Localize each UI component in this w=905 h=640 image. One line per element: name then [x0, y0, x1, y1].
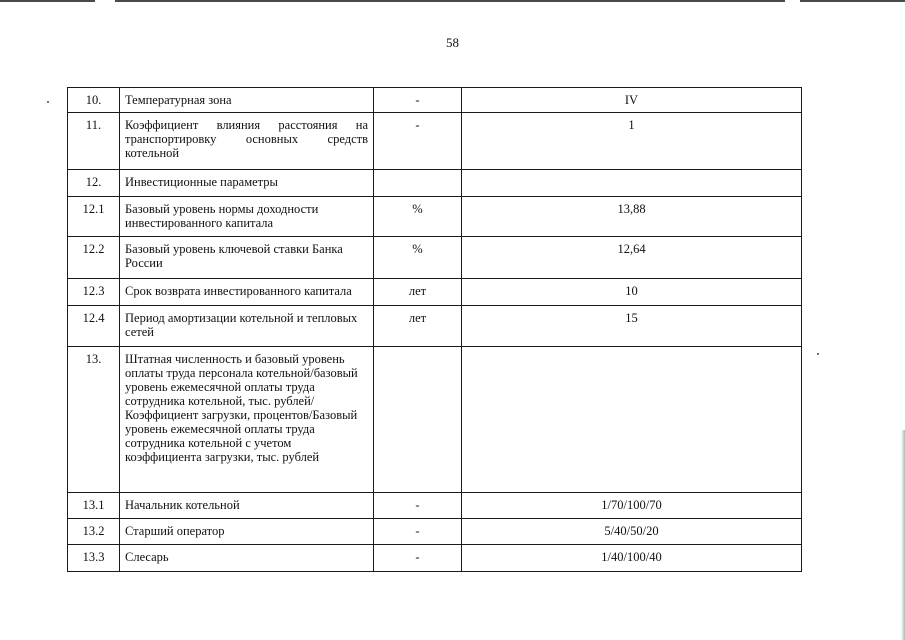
table-row: [68, 197, 802, 237]
table-row: [68, 347, 802, 493]
scan-speck: [817, 353, 819, 355]
row-unit: -: [374, 113, 462, 170]
table-row: [68, 237, 802, 279]
row-parameter-name: Базовый уровень нормы доходности инвестированного капитала: [120, 197, 374, 237]
row-number: 12.4: [68, 306, 120, 347]
row-unit: лет: [374, 306, 462, 347]
row-unit: %: [374, 197, 462, 237]
table-row: [68, 306, 802, 347]
row-number: 13.2: [68, 519, 120, 545]
row-number: 12.3: [68, 279, 120, 306]
scan-shadow-edge: [901, 430, 905, 640]
row-unit: лет: [374, 279, 462, 306]
table-row: [68, 88, 802, 113]
table-row: [68, 279, 802, 306]
row-unit: -: [374, 493, 462, 519]
row-number: 12.: [68, 170, 120, 197]
page-number: 58: [446, 35, 459, 50]
row-number: 12.1: [68, 197, 120, 237]
row-unit: [374, 347, 462, 493]
table-row: [68, 113, 802, 170]
parameters-table: [67, 87, 802, 572]
row-unit: -: [374, 88, 462, 113]
scan-top-rule-left: [0, 0, 95, 2]
row-number: 13.3: [68, 545, 120, 572]
row-parameter-name: Инвестиционные параметры: [120, 170, 374, 197]
row-parameter-name: Коэффициент влияния расстояния на транспортировку основных средств котельной: [120, 113, 374, 170]
row-value: 15: [462, 306, 802, 347]
row-value: IV: [462, 88, 802, 113]
row-number: 13.: [68, 347, 120, 493]
row-parameter-name: Температурная зона: [120, 88, 374, 113]
row-value: 1/40/100/40: [462, 545, 802, 572]
row-value: 10: [462, 279, 802, 306]
row-parameter-name: Слесарь: [120, 545, 374, 572]
scan-speck: [47, 101, 49, 103]
row-value: [462, 347, 802, 493]
row-parameter-name: Начальник котельной: [120, 493, 374, 519]
row-value: 5/40/50/20: [462, 519, 802, 545]
row-number: 12.2: [68, 237, 120, 279]
row-number: 11.: [68, 113, 120, 170]
row-unit: -: [374, 519, 462, 545]
table-row: [68, 519, 802, 545]
row-parameter-name: Базовый уровень ключевой ставки Банка России: [120, 237, 374, 279]
row-value: 1/70/100/70: [462, 493, 802, 519]
row-number: 10.: [68, 88, 120, 113]
row-value: 1: [462, 113, 802, 170]
row-number: 13.1: [68, 493, 120, 519]
table-row: [68, 545, 802, 572]
row-parameter-name: Старший оператор: [120, 519, 374, 545]
row-parameter-name: Срок возврата инвестированного капитала: [120, 279, 374, 306]
row-unit: %: [374, 237, 462, 279]
row-unit: -: [374, 545, 462, 572]
row-value: [462, 170, 802, 197]
table-row: [68, 170, 802, 197]
row-value: 13,88: [462, 197, 802, 237]
row-value: 12,64: [462, 237, 802, 279]
scan-top-rule: [115, 0, 785, 2]
scan-top-rule-right: [800, 0, 905, 2]
row-parameter-name: Период амортизации котельной и тепловых сетей: [120, 306, 374, 347]
table-row: [68, 493, 802, 519]
row-parameter-name: Штатная численность и базовый уровень оплаты труда персонала котельной/базовый уровень ежемесячной оплаты труда сотрудника котельной, тыс. рублей/Коэффициент загрузки, процентов/Базовый уровень ежемесячной оплаты труда сотрудника котельной с учетом коэффициента загрузки, тыс. рублей: [120, 347, 374, 493]
row-unit: [374, 170, 462, 197]
